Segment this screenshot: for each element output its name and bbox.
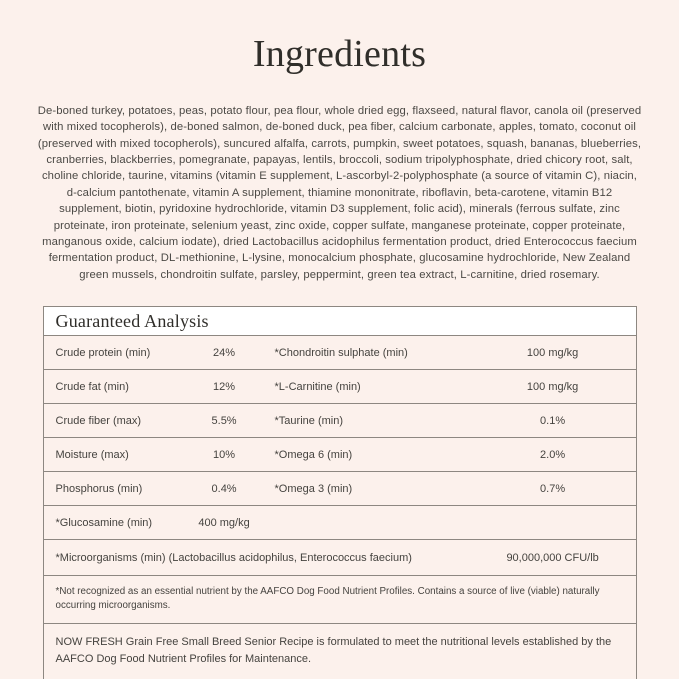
nutrient-value: 400 mg/kg <box>198 516 250 529</box>
nutrient-label: *Taurine (min) <box>274 414 343 427</box>
table-header <box>44 307 636 336</box>
nutrient-label: Crude protein (min) <box>55 346 151 359</box>
nutrient-label: *L-Carnitine (min) <box>274 380 361 393</box>
analysis-row-crude-fat <box>44 370 636 404</box>
analysis-row-crude-protein <box>44 336 636 370</box>
analysis-row-crude-fiber <box>44 404 636 438</box>
analysis-row-phosphorus <box>44 472 636 506</box>
ingredients-paragraph: De-boned turkey, potatoes, peas, potato flour, pea flour, whole dried egg, flaxseed, natural flavor, canola oil (preserved with mixed tocopherols), de-boned salmon, de-boned duck, pea fiber, calcium carbonate, apples, tomato, coconut oil (preserved with mixed tocopherols), suncured alfalfa, carrots, pumpkin, sweet potatoes, squash, bananas, blueberries, cranberries, blackberries, pomegranate, papayas, lentils, broccoli, sodium tripolyphosphate, dried chicory root, salt, choline chloride, taurine, vitamins (vitamin E supplement, L-ascorbyl-2-polyphosphate (a source of vitamin C), niacin, d-calcium pantothenate, vitamin A supplement, thiamine mononitrate, riboflavin, beta-carotene, vitamin B12 supplement, biotin, pyridoxine hydrochloride, vitamin D3 supplement, folic acid), minerals (ferrous sulfate, zinc proteinate, iron proteinate, selenium yeast, zinc oxide, copper sulfate, manganese proteinate, copper proteinate, manganous oxide, calcium iodate), dried Lactobacillus acidophilus fermentation product, dried Enterococcus faecium fermentation product, DL-methionine, L-lysine, monocalcium phosphate, glucosamine hydrochloride, New Zealand green mussels, chondroitin sulfate, parsley, peppermint, green tea extract, L-carnitine, dried rosemary. <box>37 104 642 281</box>
aafco-footnote: *Not recognized as an essential nutrient by the AAFCO Dog Food Nutrient Profiles. Contains a source of live (viable) naturally occurring microorganisms. <box>44 576 636 624</box>
nutrient-value: 0.7% <box>540 482 566 495</box>
nutrient-label: *Omega 6 (min) <box>274 448 353 461</box>
nutrient-value: 90,000,000 CFU/lb <box>506 551 599 564</box>
nutrient-value: 0.1% <box>540 414 566 427</box>
nutrient-value: 24% <box>213 346 236 359</box>
nutrient-value: 5.5% <box>211 414 237 427</box>
analysis-row-microorganisms <box>44 540 636 576</box>
nutrient-label: *Chondroitin sulphate (min) <box>274 346 408 359</box>
table-title: Guaranteed Analysis <box>55 310 209 331</box>
guaranteed-analysis-table <box>43 306 637 679</box>
nutrient-value: 100 mg/kg <box>526 346 579 359</box>
nutrient-value: 100 mg/kg <box>526 380 579 393</box>
nutrient-value: 12% <box>213 380 236 393</box>
nutrient-value: 10% <box>213 448 236 461</box>
ingredients-page <box>0 33 679 679</box>
nutrient-label: Moisture (max) <box>55 448 129 461</box>
page-title: Ingredients <box>252 33 427 75</box>
nutrient-label: Phosphorus (min) <box>55 482 143 495</box>
formulation-statement: NOW FRESH Grain Free Small Breed Senior Recipe is formulated to meet the nutritional levels established by the AAFCO Dog Food Nutrient Profiles for Maintenance. <box>44 624 636 679</box>
nutrient-label: *Glucosamine (min) <box>55 516 153 529</box>
nutrient-value: 2.0% <box>540 448 566 461</box>
nutrient-label: Crude fiber (max) <box>55 414 142 427</box>
analysis-row-glucosamine <box>44 506 636 540</box>
nutrient-label: *Omega 3 (min) <box>274 482 353 495</box>
nutrient-label: Crude fat (min) <box>55 380 129 393</box>
analysis-row-moisture <box>44 438 636 472</box>
nutrient-value: 0.4% <box>211 482 237 495</box>
nutrient-label: *Microorganisms (min) (Lactobacillus acidophilus, Enterococcus faecium) <box>55 551 412 564</box>
